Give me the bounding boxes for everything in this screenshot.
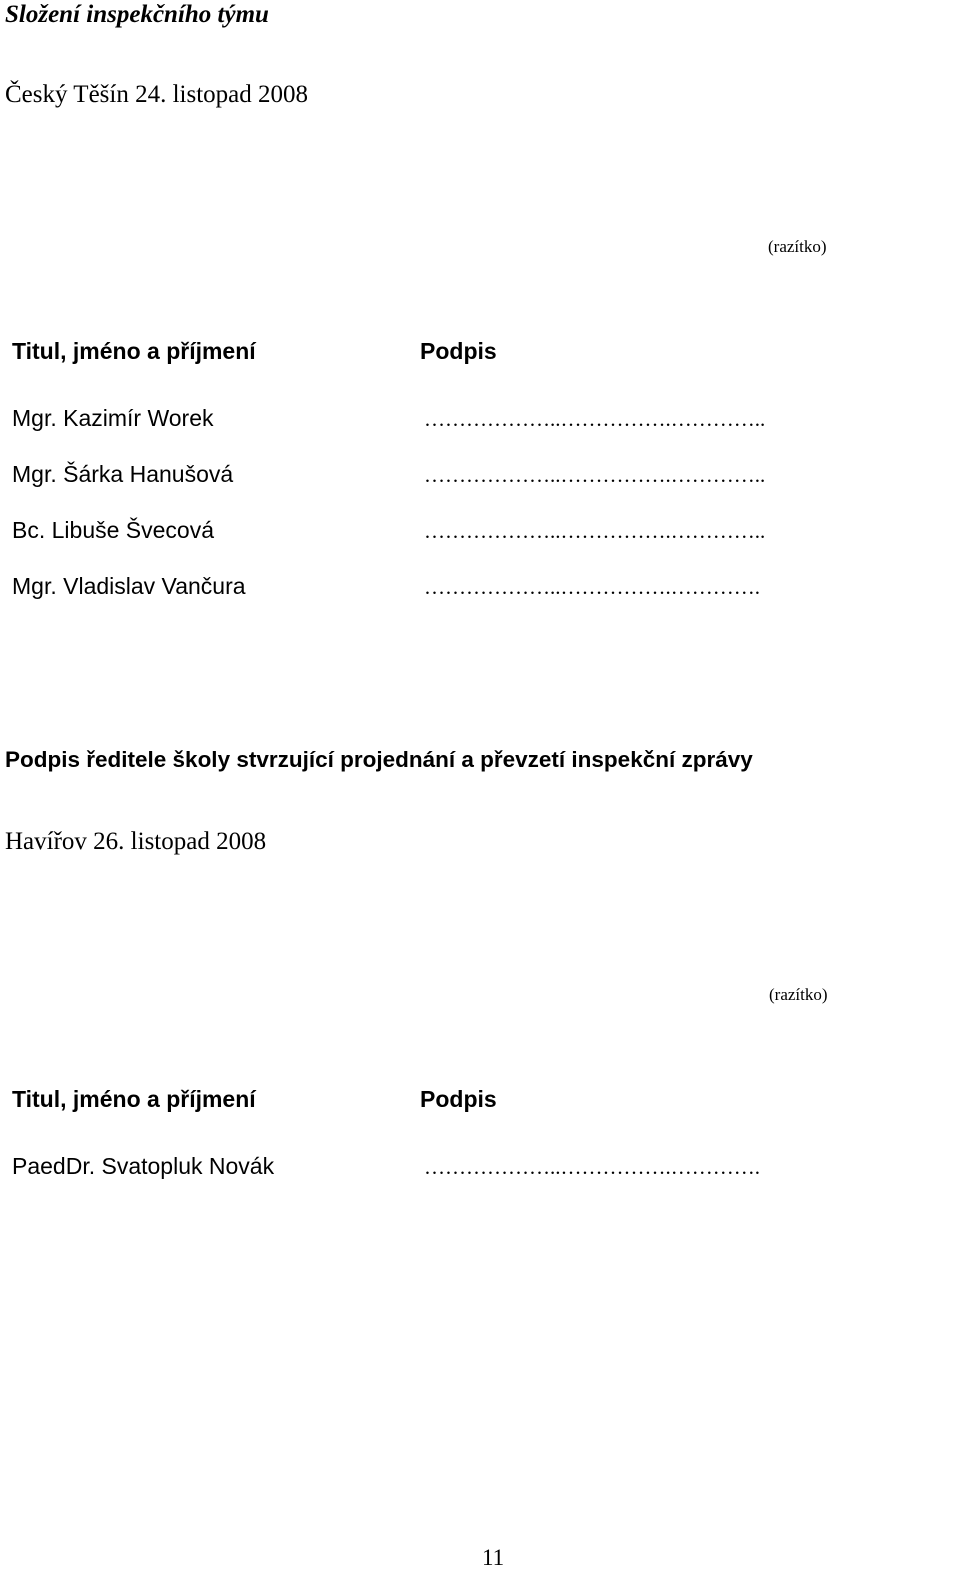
member-signature-line: ………………..…………….…………. — [424, 575, 760, 599]
inspection-header-name: Titul, jméno a příjmení — [12, 338, 256, 364]
inspection-header-signature: Podpis — [420, 338, 497, 364]
member-name: Mgr. Vladislav Vančura — [12, 573, 246, 599]
director-statement: Podpis ředitele školy stvrzující projednání a převzetí inspekční zprávy — [5, 747, 753, 772]
page-number: 11 — [482, 1545, 505, 1570]
inspection-place-date: Český Těšín 24. listopad 2008 — [5, 81, 309, 108]
director-header-name: Titul, jméno a příjmení — [12, 1086, 256, 1112]
member-name: Mgr. Šárka Hanušová — [12, 461, 234, 487]
inspection-stamp-label: (razítko) — [768, 237, 827, 256]
director-header-signature: Podpis — [420, 1086, 497, 1112]
director-place-date: Havířov 26. listopad 2008 — [5, 828, 267, 855]
member-signature-line: ………………..…………….………….. — [424, 407, 766, 431]
member-name: Bc. Libuše Švecová — [12, 517, 215, 543]
director-stamp-label: (razítko) — [769, 985, 828, 1004]
section-title: Složení inspekčního týmu — [5, 1, 269, 28]
member-name: Mgr. Kazimír Worek — [12, 405, 214, 431]
member-signature-line: ………………..…………….…………. — [424, 1155, 760, 1179]
member-signature-line: ………………..…………….………….. — [424, 519, 766, 543]
member-name: PaedDr. Svatopluk Novák — [12, 1153, 275, 1179]
member-signature-line: ………………..…………….………….. — [424, 463, 766, 487]
